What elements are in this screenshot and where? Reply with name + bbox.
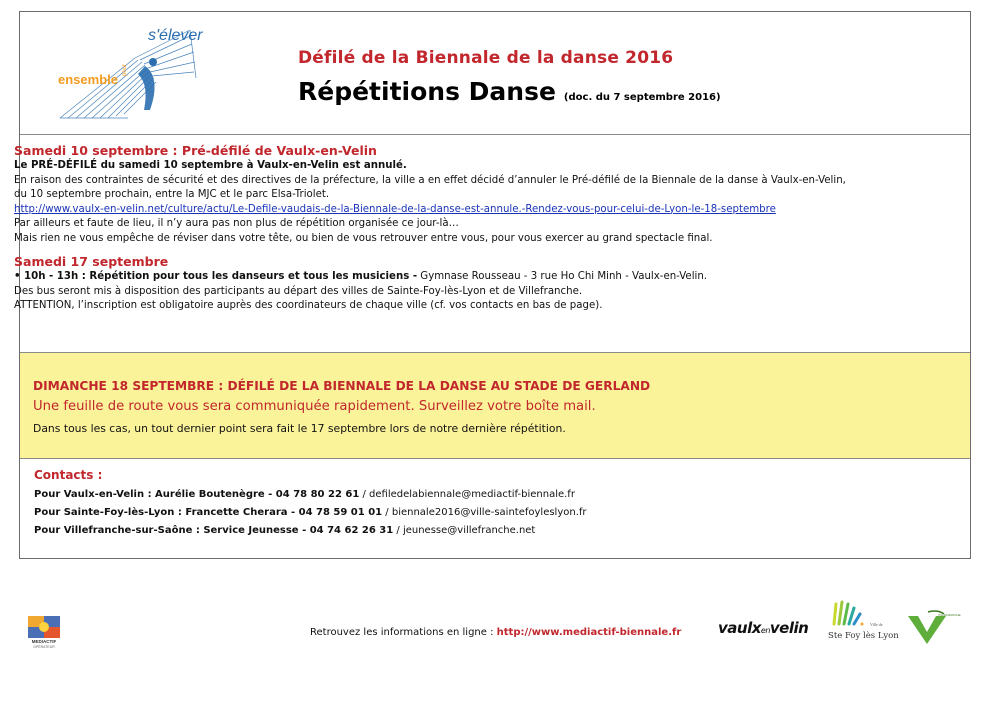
cancellation-notice: Le PRÉ-DÉFILÉ du samedi 10 septembre à Vaulx-en-Velin est annulé. (14, 160, 407, 171)
villefranche-logo-graphic (906, 608, 961, 646)
body-text: du 10 septembre prochain, entre la MJC et le parc Elsa-Triolet. (14, 189, 330, 200)
ste-foy-logo-graphic (826, 594, 899, 644)
vaulx-en-velin-logo (718, 619, 808, 637)
footer-label: Retrouvez les informations en ligne : (310, 627, 497, 638)
vaulx-logo-part-b: velin (769, 619, 809, 637)
mediactif-logo (24, 614, 64, 650)
villefranche-logo (906, 608, 961, 646)
section-heading-sept-10: Samedi 10 septembre : Pré-défilé de Vaulx-en-Velin (14, 143, 377, 158)
mediactif-logo-graphic (24, 614, 64, 650)
contact-item (34, 522, 587, 540)
footer-url-link[interactable]: http://www.mediactif-biennale.fr (496, 627, 682, 638)
event-title: Défilé de la Biennale de la danse 2016 (298, 48, 674, 68)
page-title-text: Répétitions Danse (298, 77, 556, 106)
header (20, 12, 970, 135)
highlight-headline: DIMANCHE 18 SEPTEMBRE : DÉFILÉ DE LA BIENNALE DE LA DANSE AU STADE DE GERLAND (33, 379, 651, 393)
main-content (14, 143, 934, 314)
ensemble-pour-s-elever-logo (40, 18, 225, 130)
logo-word-pour: pour (122, 63, 128, 76)
rehearsal-line (14, 270, 934, 285)
contact-item (34, 504, 587, 522)
rehearsal-location: Gymnase Rousseau - 3 rue Ho Chi Minh - Vaulx-en-Velin. (417, 271, 708, 282)
vaulx-logo-part-a: vaulx (718, 619, 761, 637)
body-text: Par ailleurs et faute de lieu, il n’y aura pas non plus de répétition organisée ce jour-là… (14, 218, 459, 229)
rehearsal-time: • 10h - 13h : Répétition pour tous les danseurs et tous les musiciens - (14, 271, 418, 282)
contact-name: Pour Villefranche-sur-Saône : Service Jeunesse - 04 74 62 26 31 (34, 525, 394, 536)
contacts-heading: Contacts : (34, 468, 103, 482)
contact-email[interactable]: / biennale2016@ville-saintefoyleslyon.fr (382, 507, 587, 518)
logo-word-s-elever: s'élever (148, 27, 203, 44)
vaulx-news-link[interactable]: http://www.vaulx-en-velin.net/culture/actu/Le-Defile-vaudais-de-la-Biennale-de-la-danse-est-annule.-Rendez-vous-pour-celui-de-Lyon-le-18-septembre (14, 203, 776, 215)
contact-name: Pour Vaulx-en-Velin : Aurélie Boutenègre - 04 78 80 22 61 (34, 489, 360, 500)
body-text: ATTENTION, l’inscription est obligatoire auprès des coordinateurs de chaque ville (cf. vos contacts en bas de page). (14, 300, 603, 311)
mediactif-sublabel: OPÉRATEUR (33, 645, 55, 649)
contact-item (34, 486, 587, 504)
contacts-section (34, 466, 587, 540)
body-text: Des bus seront mis à disposition des participants au départ des villes de Sainte-Foy-lès-Lyon et de Villefranche. (14, 285, 583, 297)
document-date-note: (doc. du 7 septembre 2016) (563, 92, 721, 103)
ste-foy-ville-label: Ville de (870, 622, 883, 627)
mediactif-label: MEDIACTIF (31, 639, 57, 644)
ste-foy-name: Ste Foy lès Lyon (828, 631, 899, 641)
contact-email[interactable]: / defiledelabiennale@mediactif-biennale.fr (359, 489, 575, 500)
highlight-note: Dans tous les cas, un tout dernier point sera fait le 17 septembre lors de notre dernière répétition. (33, 422, 566, 435)
contact-email[interactable]: / jeunesse@villefranche.net (393, 525, 536, 536)
dancer-wings-logo-graphic (40, 18, 225, 130)
logo-word-ensemble: ensemble (58, 72, 118, 87)
footer-text (310, 627, 681, 638)
ste-foy-les-lyon-logo (826, 594, 899, 644)
page-title (298, 77, 721, 106)
villefranche-label: VILLEFRANCHE (938, 613, 961, 617)
contact-name: Pour Sainte-Foy-lès-Lyon : Francette Cherara - 04 78 59 01 01 (34, 507, 383, 518)
body-text: Mais rien ne vous empêche de réviser dans votre tête, ou bien de vous retrouver entre vous, pour vous exercer au grand spectacle final. (14, 232, 713, 244)
body-text: En raison des contraintes de sécurité et des directives de la préfecture, la ville a en effet décidé d’annuler le Pré-défilé de la Biennale de la danse à Vaulx-en-Velin, (14, 174, 846, 186)
highlight-box (20, 352, 970, 459)
highlight-notice: Une feuille de route vous sera communiquée rapidement. Surveillez votre boîte mail. (33, 399, 596, 414)
section-heading-sept-17: Samedi 17 septembre (14, 254, 169, 269)
vaulx-logo-part-en: en (760, 626, 770, 635)
